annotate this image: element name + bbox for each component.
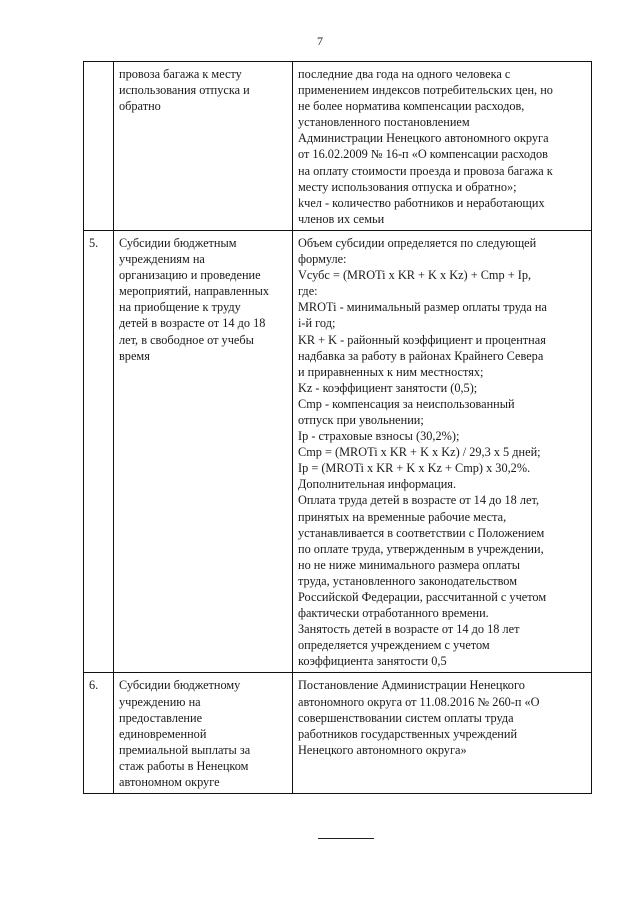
description-line: членов их семьи <box>298 211 385 226</box>
description-line: последние два года на одного человека с <box>298 67 511 81</box>
description-line: Ненецкого автономного округа» <box>298 742 467 757</box>
subsidy-name-line: Субсидии бюджетному <box>119 678 241 693</box>
description-line: не более норматива компенсации расходов, <box>298 99 525 114</box>
table-row <box>84 673 592 794</box>
subsidy-name-cell <box>114 230 293 673</box>
description-line: автономного округа от 11.08.2016 № 260-п «О <box>298 694 540 709</box>
table-row <box>84 62 592 231</box>
description-line: i-й год; <box>298 316 336 331</box>
subsidy-name-line: единовременной <box>119 726 207 741</box>
subsidy-name-line: автономном округе <box>119 775 220 790</box>
description-line: где: <box>298 284 318 299</box>
description-line: надбавка за работу в районах Крайнего Севера <box>298 348 544 363</box>
description-line: и приравненных к ним местностях; <box>298 364 484 379</box>
description-line: Kz - коэффициент занятости (0,5); <box>298 380 478 395</box>
subsidy-name-line: организацию и проведение <box>119 268 261 283</box>
description-line: применением индексов потребительских цен, но <box>298 83 553 98</box>
description-line: работников государственных учреждений <box>298 726 518 741</box>
description-line: на оплату стоимости проезда и провоза багажа к <box>298 163 553 178</box>
calculation-description-cell <box>293 62 592 231</box>
description-line: Российской Федерации, рассчитанной с учетом <box>298 590 547 604</box>
description-line: Cmp - компенсация за неиспользованный <box>298 396 515 411</box>
description-line: по оплате труда, утвержденным в учреждении, <box>298 541 544 556</box>
description-line: Объем субсидии определяется по следующей <box>298 235 537 250</box>
description-line: фактически отработанного времени. <box>298 606 489 621</box>
subsidy-name-line: провоза багажа к месту <box>119 67 242 81</box>
description-line: определяется учреждением с учетом <box>298 638 490 653</box>
footer-rule <box>318 838 374 839</box>
subsidy-name-line: обратно <box>119 99 161 114</box>
description-line: Дополнительная информация. <box>298 477 457 492</box>
description-line: Администрации Ненецкого автономного округа <box>298 131 549 146</box>
row-number <box>84 62 114 231</box>
description-line: совершенствовании систем оплаты труда <box>298 710 514 725</box>
table-row <box>84 230 592 673</box>
subsidy-name-cell <box>114 673 293 794</box>
subsidy-name-line: мероприятий, направленных <box>119 284 270 299</box>
subsidy-name-line: использования отпуска и <box>119 83 250 98</box>
subsidy-name-line: Субсидии бюджетным <box>119 235 237 250</box>
description-line: Cmp = (MROTi x KR + K x Kz) / 29,3 x 5 дней; <box>298 445 541 460</box>
subsidy-name-line: учреждениям на <box>119 252 205 267</box>
calculation-description-cell <box>293 673 592 794</box>
description-line: отпуск при увольнении; <box>298 412 424 427</box>
subsidy-name-line: стаж работы в Ненецком <box>119 758 249 773</box>
description-line: коэффициента занятости 0,5 <box>298 654 447 669</box>
calculation-description-cell <box>293 230 592 673</box>
subsidy-name-cell <box>114 62 293 231</box>
description-line: но не ниже минимального размера оплаты <box>298 557 521 572</box>
subsidy-name-line: учреждению на <box>119 694 201 709</box>
document-table <box>83 61 592 794</box>
description-line: установленного постановлением <box>298 115 470 130</box>
row-number: 5. <box>84 230 114 673</box>
description-line: месту использования отпуска и обратно»; <box>298 179 517 194</box>
subsidy-name-line: лет, в свободное от учебы <box>119 332 254 347</box>
subsidy-name-line: детей в возрасте от 14 до 18 <box>119 316 266 331</box>
description-line: формуле: <box>298 252 347 267</box>
subsidy-name-line: предоставление <box>119 710 203 725</box>
subsidy-name-line: премиальной выплаты за <box>119 742 251 757</box>
description-line: Ip - страховые взносы (30,2%); <box>298 429 460 444</box>
description-line: устанавливается в соответствии с Положением <box>298 525 545 540</box>
description-line: Ip = (MROTi x KR + K x Kz + Cmp) x 30,2%. <box>298 461 531 476</box>
description-line: MROTi - минимальный размер оплаты труда на <box>298 300 547 315</box>
description-line: kчел - количество работников и неработающих <box>298 195 545 210</box>
description-line: Постановление Администрации Ненецкого <box>298 678 525 693</box>
page-number: 7 <box>317 34 323 48</box>
description-line: принятых на временные рабочие места, <box>298 509 507 524</box>
description-line: KR + K - районный коэффициент и процентная <box>298 332 546 347</box>
subsidy-name-line: на приобщение к труду <box>119 300 241 315</box>
description-line: от 16.02.2009 № 16-п «О компенсации расходов <box>298 147 548 162</box>
description-line: Занятость детей в возрасте от 14 до 18 лет <box>298 622 520 637</box>
description-line: труда, установленного законодательством <box>298 573 517 588</box>
description-line: Оплата труда детей в возрасте от 14 до 18 лет, <box>298 493 540 508</box>
subsidy-name-line: время <box>119 348 150 363</box>
row-number: 6. <box>84 673 114 794</box>
description-line: Vсубс = (MROTi x KR + K x Kz) + Cmp + Ip, <box>298 268 532 283</box>
